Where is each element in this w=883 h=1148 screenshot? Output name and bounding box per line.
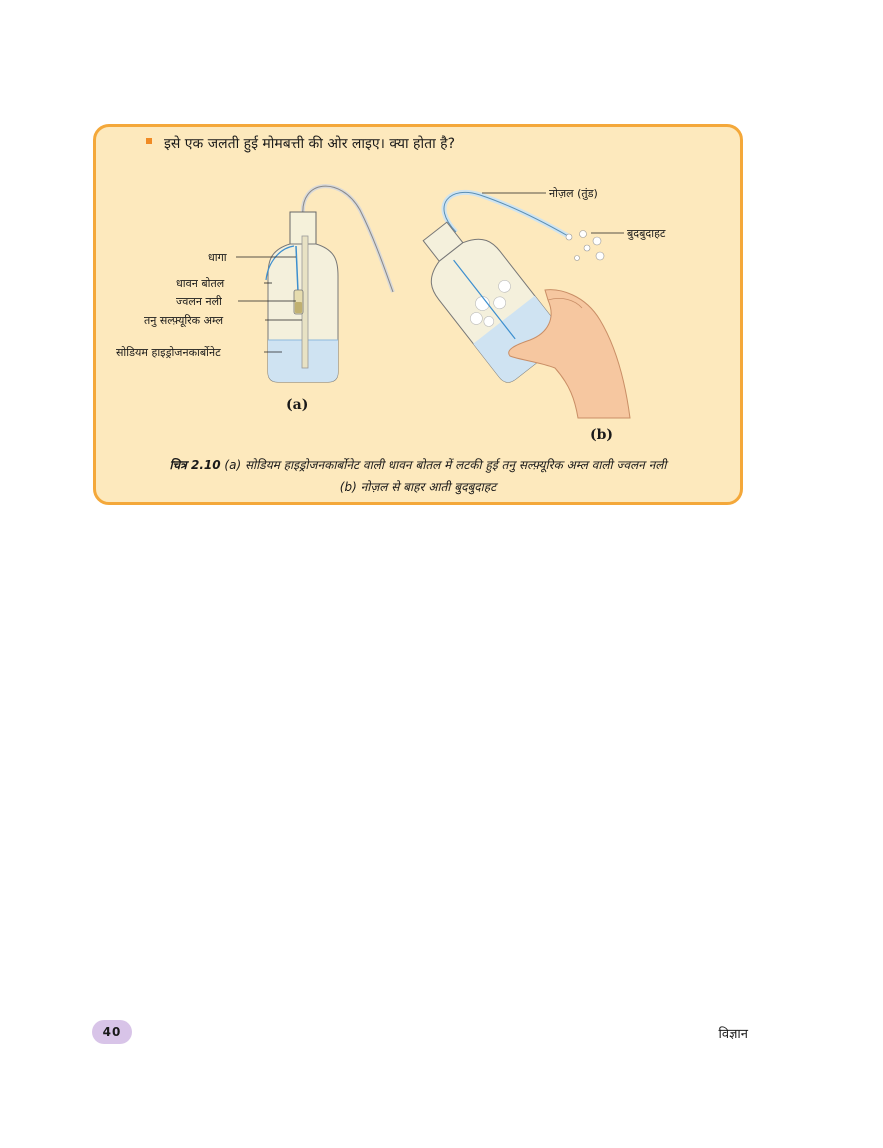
label-nozzle: नोज़ल (तुंड) (549, 187, 598, 200)
figure-caption-line2: (b) नोज़ल से बाहर आती बुदबुदाहट (339, 480, 497, 494)
footer-subject: विज्ञान (718, 1027, 748, 1042)
label-sodium-bicarb: सोडियम हाइड्रोजनकार्बोनेट (116, 346, 221, 359)
label-dilute-acid: तनु सल्फ़्यूरिक अम्ल (144, 314, 224, 327)
label-wash-bottle: धावन बोतल (176, 277, 225, 290)
label-thread: धागा (208, 251, 227, 264)
figure-caption-line1 (100, 456, 736, 474)
page-number-badge: 40 (92, 1020, 132, 1044)
figure-illustration (0, 0, 883, 520)
figure-a-tag: (a) (286, 397, 309, 413)
label-ignition-tube: ज्वलन नली (176, 295, 222, 308)
activity-bullet-text: इसे एक जलती हुई मोमबत्ती की ओर लाइए। क्या होता है? (164, 136, 456, 152)
tilted-bottle-illustration (404, 192, 630, 418)
figure-b-tag: (b) (590, 427, 614, 443)
caption-text-line1: (a) सोडियम हाइड्रोजनकार्बोनेट वाली धावन बोतल में लटकी हुई तनु सल्फ़्यूरिक अम्ल वाली ज्वलन नली (220, 458, 667, 472)
wash-bottle-illustration (266, 186, 393, 382)
figure-number: चित्र 2.10 (169, 458, 221, 472)
label-bubbles: बुदबुदाहट (627, 227, 666, 240)
